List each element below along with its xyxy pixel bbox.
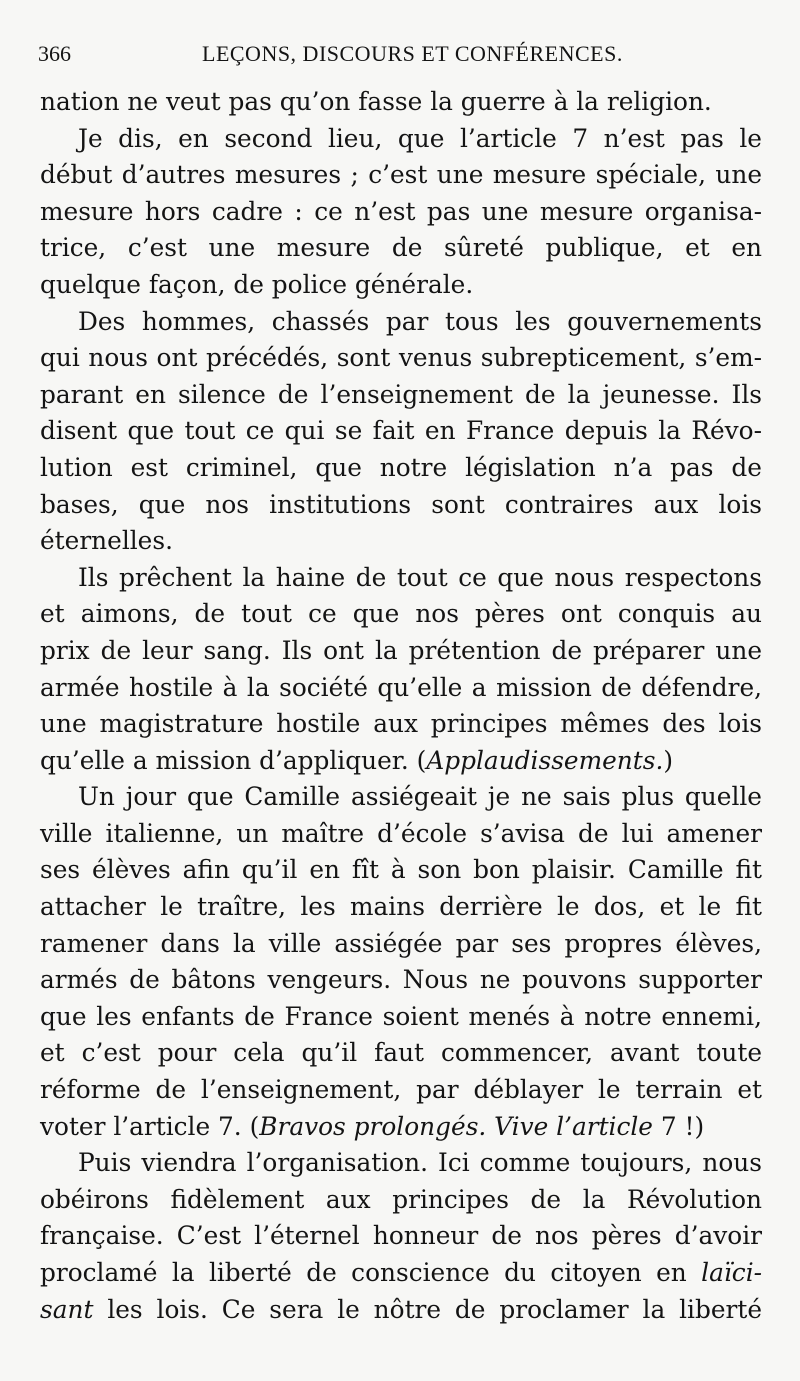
text-line: armée hostile à la société qu’elle a mission de défendre, xyxy=(40,672,762,702)
running-head xyxy=(38,36,758,72)
text-run: qu’elle a mission d’appliquer. ( xyxy=(40,745,427,775)
paragraph xyxy=(40,304,762,560)
text-line: Je dis, en second lieu, que l’article 7 n’est pas le xyxy=(78,123,762,153)
italic-text-run: Bravos prolongés. Vive l’article xyxy=(259,1111,653,1141)
paragraph xyxy=(40,1145,762,1328)
body-text xyxy=(40,84,762,1328)
text-line: que les enfants de France soient menés à notre ennemi, xyxy=(40,1001,762,1031)
italic-text-run: Applaudissements. xyxy=(426,745,664,775)
text-line: Un jour que Camille assiégeait je ne sais plus quelle xyxy=(78,782,762,812)
text-line: quelque façon, de police générale. xyxy=(40,269,474,299)
italic-text-run: laïci- xyxy=(701,1258,762,1287)
page-number: 366 xyxy=(38,41,71,66)
text-line: disent que tout ce qui se fait en France depuis la Révo- xyxy=(40,416,762,446)
text-line xyxy=(40,1255,762,1292)
paragraph xyxy=(40,779,762,1145)
text-run: 7 !) xyxy=(653,1111,705,1141)
text-line: et c’est pour cela qu’il faut commencer, avant toute xyxy=(40,1038,762,1068)
text-run: proclamé la liberté de conscience du citoyen en xyxy=(40,1258,702,1287)
text-line: Ils prêchent la haine de tout ce que nous respectons xyxy=(78,562,762,592)
text-line: début d’autres mesures ; c’est une mesure spéciale, une xyxy=(40,160,762,190)
text-line: prix de leur sang. Ils ont la prétention de préparer une xyxy=(40,635,762,665)
text-line: attacher le traître, les mains derrière le dos, et le fit xyxy=(40,892,762,922)
text-line: lution est criminel, que notre législation n’a pas de xyxy=(40,452,762,482)
text-run: ) xyxy=(663,745,674,775)
text-line: qui nous ont précédés, sont venus subrepticement, s’em- xyxy=(40,343,762,373)
paragraph xyxy=(40,121,762,304)
text-line: trice, c’est une mesure de sûreté publique, et en xyxy=(40,233,762,263)
text-line: parant en silence de l’enseignement de la jeunesse. Ils xyxy=(40,379,762,409)
text-line: éternelles. xyxy=(40,526,173,556)
text-line: armés de bâtons vengeurs. Nous ne pouvons supporter xyxy=(40,965,762,995)
text-line: ses élèves afin qu’il en fît à son bon plaisir. Camille fit xyxy=(40,855,762,885)
text-line: réforme de l’enseignement, par déblayer le terrain et xyxy=(40,1075,762,1105)
text-line: française. C’est l’éternel honneur de nos pères d’avoir xyxy=(40,1221,762,1251)
text-line xyxy=(40,1109,762,1146)
running-title: LEÇONS, DISCOURS ET CONFÉRENCES. xyxy=(202,41,623,66)
text-line: ville italienne, un maître d’école s’avisa de lui amener xyxy=(40,818,762,848)
text-line: bases, que nos institutions sont contraires aux lois xyxy=(40,489,762,519)
text-line: nation ne veut pas qu’on fasse la guerre à la religion. xyxy=(40,87,712,116)
paragraph xyxy=(40,560,762,780)
paragraph-continuation xyxy=(40,84,762,121)
text-line xyxy=(40,1292,762,1329)
text-line: Des hommes, chassés par tous les gouvernements xyxy=(78,306,762,336)
text-run: les lois. Ce sera le nôtre de proclamer la liberté xyxy=(93,1294,762,1324)
text-line xyxy=(40,743,762,780)
text-line: une magistrature hostile aux principes mêmes des lois xyxy=(40,709,762,739)
text-line: Puis viendra l’organisation. Ici comme toujours, nous xyxy=(78,1148,762,1178)
text-line: mesure hors cadre : ce n’est pas une mesure organisa- xyxy=(40,196,762,226)
text-line: obéirons fidèlement aux principes de la Révolution xyxy=(40,1184,762,1214)
text-line: ramener dans la ville assiégée par ses propres élèves, xyxy=(40,928,762,958)
text-run: voter l’article 7. ( xyxy=(40,1111,260,1141)
italic-text-run: sant xyxy=(40,1294,94,1324)
text-line: et aimons, de tout ce que nos pères ont conquis au xyxy=(40,599,762,629)
